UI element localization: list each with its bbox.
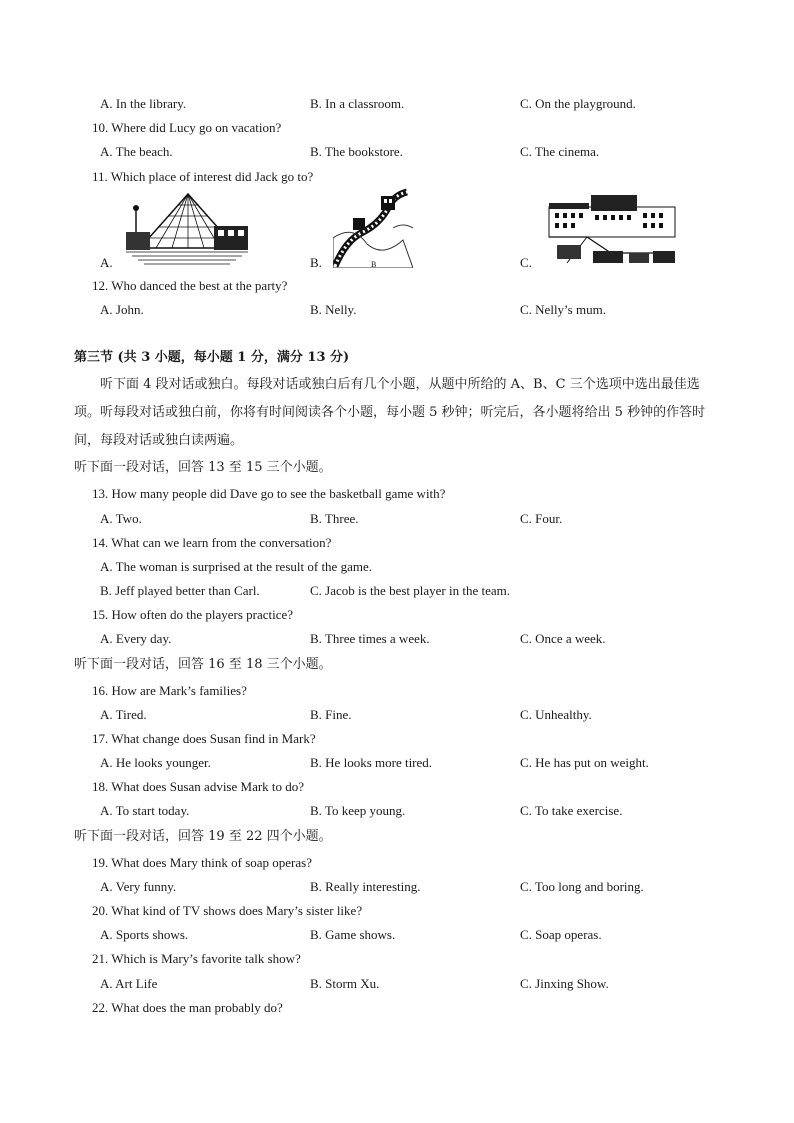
- q18-stem: 18. What does Susan advise Mark to do?: [92, 779, 305, 794]
- q20-stem: 20. What kind of TV shows does Mary’s sister like?: [92, 903, 363, 918]
- q14-option-a: A. The woman is surprised at the result of the game.: [100, 559, 372, 574]
- great-wall-image-letter: B: [371, 260, 377, 268]
- q9-option-c: C. On the playground.: [520, 96, 636, 111]
- q22-stem-row: [0, 998, 794, 1018]
- q10-option-a: A. The beach.: [100, 144, 173, 159]
- q12-options-row: [0, 300, 794, 320]
- dialogue-lead-3: 听下面一段对话，回答 19 至 22 四个小题。: [74, 829, 332, 844]
- q13-stem-row: [0, 484, 794, 504]
- q9-options-row: [0, 94, 794, 114]
- q13-option-c: C. Four.: [520, 511, 563, 526]
- q20-option-a: A. Sports shows.: [100, 927, 189, 942]
- q12-option-c: C. Nelly’s mum.: [520, 302, 606, 317]
- q20-option-c: C. Soap operas.: [520, 927, 602, 942]
- section3-instructions: 听下面 4 段对话或独白。每段对话或独白后有几个小题，从题中所给的 A、B、C 三个选项中选出最佳选项。听每段对话或独白前，你将有时间阅读各个小题，每小题 5 秒钟；听完后，各小题将给出 5 秒钟的作答时间，每段对话或独白读两遍。: [74, 377, 706, 448]
- q16-stem: 16. How are Mark’s families?: [92, 683, 247, 698]
- q14-stem-row: [0, 533, 794, 553]
- q11-option-c: C.: [520, 255, 532, 270]
- dialogue-lead-2: 听下面一段对话，回答 16 至 18 三个小题。: [74, 657, 332, 672]
- q14-option-b: B. Jeff played better than Carl.: [100, 583, 260, 598]
- q21-options-row: [0, 974, 794, 994]
- q13-options-row: [0, 509, 794, 529]
- q17-stem-row: [0, 729, 794, 749]
- q18-options-row: [0, 801, 794, 821]
- q19-option-a: A. Very funny.: [100, 879, 177, 894]
- q12-option-a: A. John.: [100, 302, 144, 317]
- q13-option-a: A. Two.: [100, 511, 142, 526]
- q19-option-c: C. Too long and boring.: [520, 879, 644, 894]
- q11-option-a: A.: [100, 255, 113, 270]
- q11-option-b: B.: [310, 255, 322, 270]
- q20-options-row: [0, 925, 794, 945]
- q16-option-a: A. Tired.: [100, 707, 147, 722]
- q21-option-b: B. Storm Xu.: [310, 976, 380, 991]
- q16-option-c: C. Unhealthy.: [520, 707, 592, 722]
- q16-option-b: B. Fine.: [310, 707, 352, 722]
- q15-option-b: B. Three times a week.: [310, 631, 430, 646]
- q18-option-b: B. To keep young.: [310, 803, 406, 818]
- q11-stem: 11. Which place of interest did Jack go to?: [92, 169, 314, 184]
- q19-options-row: [0, 877, 794, 897]
- section3-title-row: [0, 348, 794, 368]
- q17-option-c: C. He has put on weight.: [520, 755, 649, 770]
- q15-stem-row: [0, 605, 794, 625]
- q11-stem-row: [0, 167, 794, 187]
- q10-stem-row: [0, 118, 794, 138]
- q9-option-b: B. In a classroom.: [310, 96, 405, 111]
- q14-option-c: C. Jacob is the best player in the team.: [310, 583, 511, 598]
- q15-option-c: C. Once a week.: [520, 631, 606, 646]
- dialogue-lead-1: 听下面一段对话，回答 13 至 15 三个小题。: [74, 460, 332, 475]
- q21-stem: 21. Which is Mary’s favorite talk show?: [92, 951, 301, 966]
- q12-option-b: B. Nelly.: [310, 302, 357, 317]
- q11-options-row: [0, 253, 794, 273]
- q15-stem: 15. How often do the players practice?: [92, 607, 294, 622]
- q18-option-a: A. To start today.: [100, 803, 190, 818]
- q19-stem: 19. What does Mary think of soap operas?: [92, 855, 312, 870]
- q20-stem-row: [0, 901, 794, 921]
- q19-option-b: B. Really interesting.: [310, 879, 421, 894]
- q13-stem: 13. How many people did Dave go to see the basketball game with?: [92, 486, 446, 501]
- q18-stem-row: [0, 777, 794, 797]
- q21-option-a: A. Art Life: [100, 976, 158, 991]
- q15-options-row: [0, 629, 794, 649]
- q17-option-a: A. He looks younger.: [100, 755, 211, 770]
- section3-title: 第三节 (共 3 小题，每小题 1 分，满分 13 分): [74, 350, 350, 365]
- q10-options-row: [0, 142, 794, 162]
- q14-stem: 14. What can we learn from the conversation?: [92, 535, 332, 550]
- lead3-row: [0, 827, 794, 847]
- q13-option-b: B. Three.: [310, 511, 359, 526]
- q22-stem: 22. What does the man probably do?: [92, 1000, 283, 1015]
- q12-stem-row: [0, 276, 794, 296]
- q15-option-a: A. Every day.: [100, 631, 172, 646]
- q14-option-a-row: [0, 557, 794, 577]
- q16-options-row: [0, 705, 794, 725]
- q20-option-b: B. Game shows.: [310, 927, 396, 942]
- q12-stem: 12. Who danced the best at the party?: [92, 278, 288, 293]
- q18-option-c: C. To take exercise.: [520, 803, 623, 818]
- q9-option-a: A. In the library.: [100, 96, 187, 111]
- q19-stem-row: [0, 853, 794, 873]
- q14-options-bc-row: [0, 581, 794, 601]
- q17-stem: 17. What change does Susan find in Mark?: [92, 731, 316, 746]
- q10-option-b: B. The bookstore.: [310, 144, 403, 159]
- q16-stem-row: [0, 681, 794, 701]
- q10-option-c: C. The cinema.: [520, 144, 600, 159]
- q17-option-b: B. He looks more tired.: [310, 755, 433, 770]
- q10-stem: 10. Where did Lucy go on vacation?: [92, 120, 282, 135]
- q21-option-c: C. Jinxing Show.: [520, 976, 609, 991]
- lead1-row: [0, 458, 794, 478]
- q17-options-row: [0, 753, 794, 773]
- lead2-row: [0, 655, 794, 675]
- q21-stem-row: [0, 949, 794, 969]
